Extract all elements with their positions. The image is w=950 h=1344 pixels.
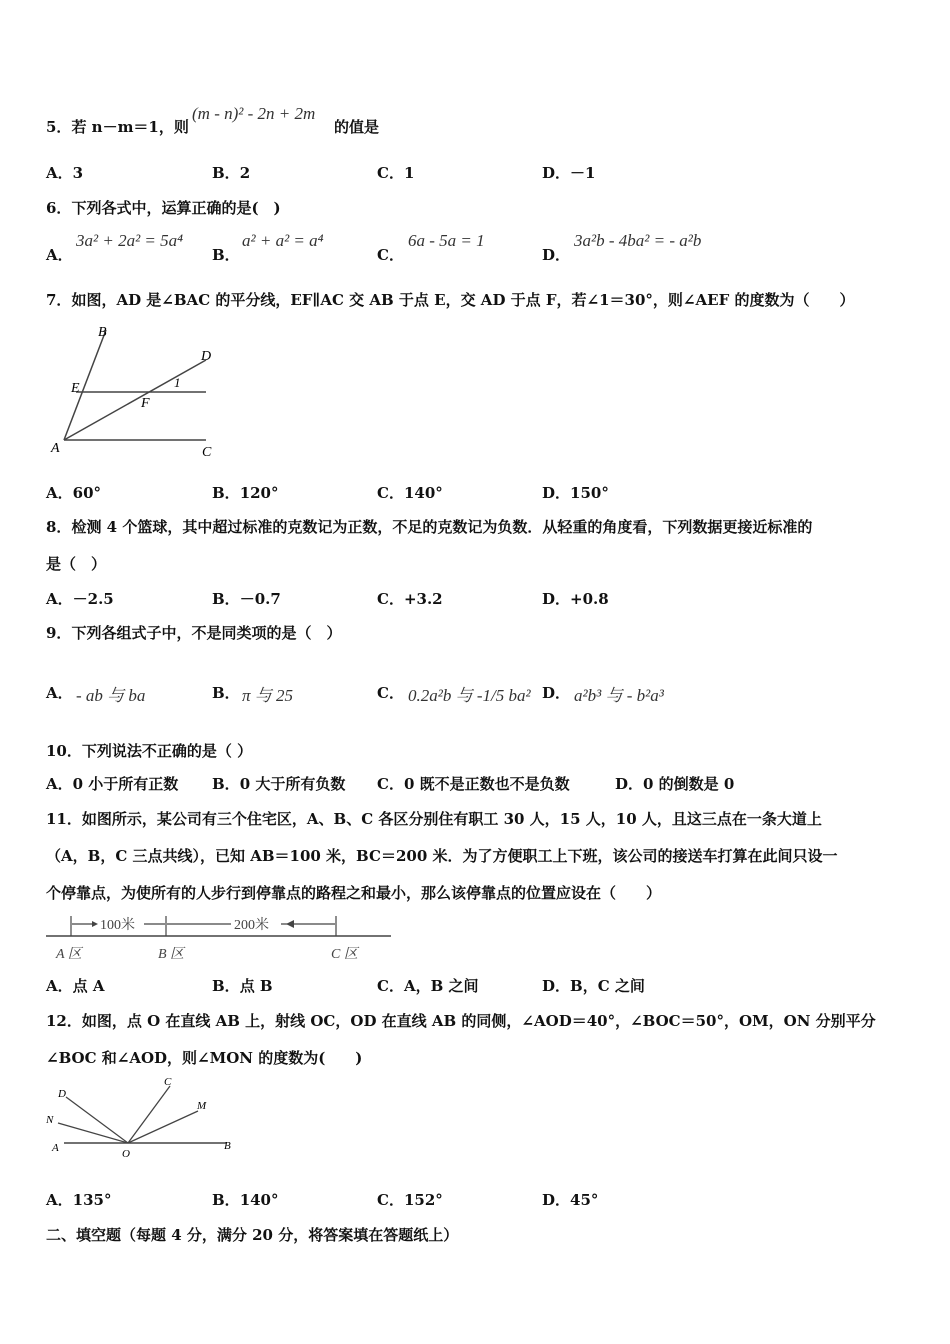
- q12-ray-on: [58, 1123, 128, 1143]
- q6-stem: 6．下列各式中，运算正确的是( ): [46, 199, 281, 217]
- q6-option-d-expr: 3a²b - 4ba² = - a²b: [574, 231, 702, 250]
- q9-option-a-expr: - ab 与 ba: [76, 686, 146, 705]
- q10-stem: 10．下列说法不正确的是（ ）: [46, 742, 253, 760]
- q7-option-c[interactable]: C．140°: [377, 484, 443, 502]
- q8-stem-line2: 是（ ）: [46, 555, 107, 573]
- q11-option-d[interactable]: D．B，C 之间: [542, 977, 645, 995]
- q11-option-c[interactable]: C．A，B 之间: [377, 977, 479, 995]
- q7-label-angle1: 1: [174, 375, 181, 390]
- q12-label-m: M: [197, 1100, 207, 1112]
- q5-suffix: 的值是: [334, 118, 380, 136]
- q12-ray-od: [66, 1097, 128, 1143]
- q12-option-c[interactable]: C．152°: [377, 1191, 443, 1209]
- q8-stem-line1: 8．检测 4 个篮球，其中超过标准的克数记为正数，不足的克数记为负数．从轻重的角度看，下列数据更接近标准的: [46, 518, 813, 536]
- q10-option-c[interactable]: C．0 既不是正数也不是负数: [377, 775, 570, 793]
- q10-option-b[interactable]: B．0 大于所有负数: [212, 775, 346, 793]
- q12-figure: [46, 1073, 246, 1165]
- q7-stem: 7．如图，AD 是∠BAC 的平分线，EF∥AC 交 AB 于点 E，交 AD 于点 F，若∠1＝30°，则∠AEF 的度数为（ ）: [46, 291, 855, 309]
- q12-option-a[interactable]: A．135°: [46, 1191, 112, 1209]
- q7-label-e: E: [71, 381, 80, 396]
- q11-label-b: B 区: [158, 947, 185, 962]
- q9-stem: 9．下列各组式子中，不是同类项的是（ ）: [46, 624, 342, 642]
- q8-option-d[interactable]: D．+0.8: [542, 590, 609, 608]
- q6-option-b-expr: a² + a² = a⁴: [242, 231, 324, 250]
- section-2-heading: 二、填空题（每题 4 分，满分 20 分，将答案填在答题纸上）: [46, 1226, 459, 1244]
- q5-option-c[interactable]: C．1: [377, 164, 415, 182]
- q12-label-a: A: [52, 1142, 59, 1154]
- q6-option-a-expr: 3a² + 2a² = 5a⁴: [76, 231, 184, 250]
- q11-option-b[interactable]: B．点 B: [212, 977, 273, 995]
- q6-option-c-expr: 6a - 5a = 1: [408, 231, 485, 250]
- q11-label-a: A 区: [56, 947, 82, 962]
- q7-label-d: D: [201, 349, 212, 364]
- q6-option-c-label[interactable]: C．: [377, 246, 404, 264]
- q12-label-b: B: [224, 1140, 231, 1152]
- q5-expression: (m - n)² - 2n + 2m: [192, 104, 316, 123]
- q12-stem-line1: 12．如图，点 O 在直线 AB 上，射线 OC，OD 在直线 AB 的同侧，∠AOD＝40°，∠BOC＝50°，OM，ON 分别平分: [46, 1012, 876, 1030]
- q12-option-b[interactable]: B．140°: [212, 1191, 279, 1209]
- q9-option-b-expr: π 与 25: [242, 686, 294, 705]
- q7-option-a[interactable]: A．60°: [46, 484, 102, 502]
- q9-option-c-label[interactable]: C．: [377, 684, 404, 702]
- q6-option-b-label[interactable]: B．: [212, 246, 240, 264]
- q6-option-a-label[interactable]: A．: [46, 246, 73, 264]
- q5-stem: [46, 116, 189, 137]
- q11-stem-line3: 个停靠点，为使所有的人步行到停靠点的路程之和最小，那么该停靠点的位置应设在（ ）: [46, 884, 662, 902]
- q5-option-b[interactable]: B．2: [212, 164, 251, 182]
- q12-label-n: N: [46, 1114, 54, 1126]
- q11-label-bc: 200米: [234, 918, 269, 933]
- q5-option-d[interactable]: D．－1: [542, 164, 596, 182]
- q11-label-c: C 区: [331, 947, 358, 962]
- q12-ray-om: [128, 1111, 198, 1143]
- q7-figure: [46, 320, 226, 465]
- q11-label-ab: 100米: [100, 918, 135, 933]
- q11-stem-line2: （A，B，C 三点共线），已知 AB＝100 米，BC＝200 米．为了方便职工上下班，该公司的接送车打算在此间只设一: [46, 847, 838, 865]
- q7-label-f: F: [141, 396, 150, 411]
- q7-option-d[interactable]: D．150°: [542, 484, 609, 502]
- q10-option-d[interactable]: D．0 的倒数是 0: [615, 775, 735, 793]
- q6-option-d-label[interactable]: D．: [542, 246, 571, 264]
- q11-stem-line1: 11．如图所示，某公司有三个住宅区，A、B、C 各区分别住有职工 30 人，15 人，10 人，且这三点在一条大道上: [46, 810, 822, 828]
- q7-label-b: B: [98, 325, 107, 340]
- q11-figure: [46, 908, 396, 968]
- q9-option-d-label[interactable]: D．: [542, 684, 571, 702]
- q7-line-ad: [64, 360, 206, 440]
- q12-label-d: D: [58, 1088, 66, 1100]
- q12-option-d[interactable]: D．45°: [542, 1191, 599, 1209]
- q12-stem-line2: ∠BOC 和∠AOD，则∠MON 的度数为( ): [46, 1049, 363, 1067]
- q9-option-a-label[interactable]: A．: [46, 684, 73, 702]
- q7-option-b[interactable]: B．120°: [212, 484, 279, 502]
- q7-label-a: A: [51, 441, 60, 456]
- q12-label-c: C: [164, 1076, 172, 1088]
- q5-text: 若 n－m＝1，则: [71, 118, 189, 136]
- q9-option-d-expr: a²b³ 与 - b²a³: [574, 686, 664, 705]
- q9-option-b-label[interactable]: B．: [212, 684, 240, 702]
- q9-option-c-expr: 0.2a²b 与 -1/5 ba²: [408, 686, 531, 705]
- q5-option-a[interactable]: A．3: [46, 164, 84, 182]
- q7-label-c: C: [202, 445, 212, 460]
- q8-option-c[interactable]: C．+3.2: [377, 590, 443, 608]
- q11-option-a[interactable]: A．点 A: [46, 977, 105, 995]
- q8-option-b[interactable]: B．－0.7: [212, 590, 281, 608]
- q5-number: 5．: [46, 118, 72, 136]
- q8-option-a[interactable]: A．－2.5: [46, 590, 114, 608]
- q12-ray-oc: [128, 1086, 170, 1143]
- q10-option-a[interactable]: A．0 小于所有正数: [46, 775, 179, 793]
- q12-label-o: O: [122, 1148, 130, 1160]
